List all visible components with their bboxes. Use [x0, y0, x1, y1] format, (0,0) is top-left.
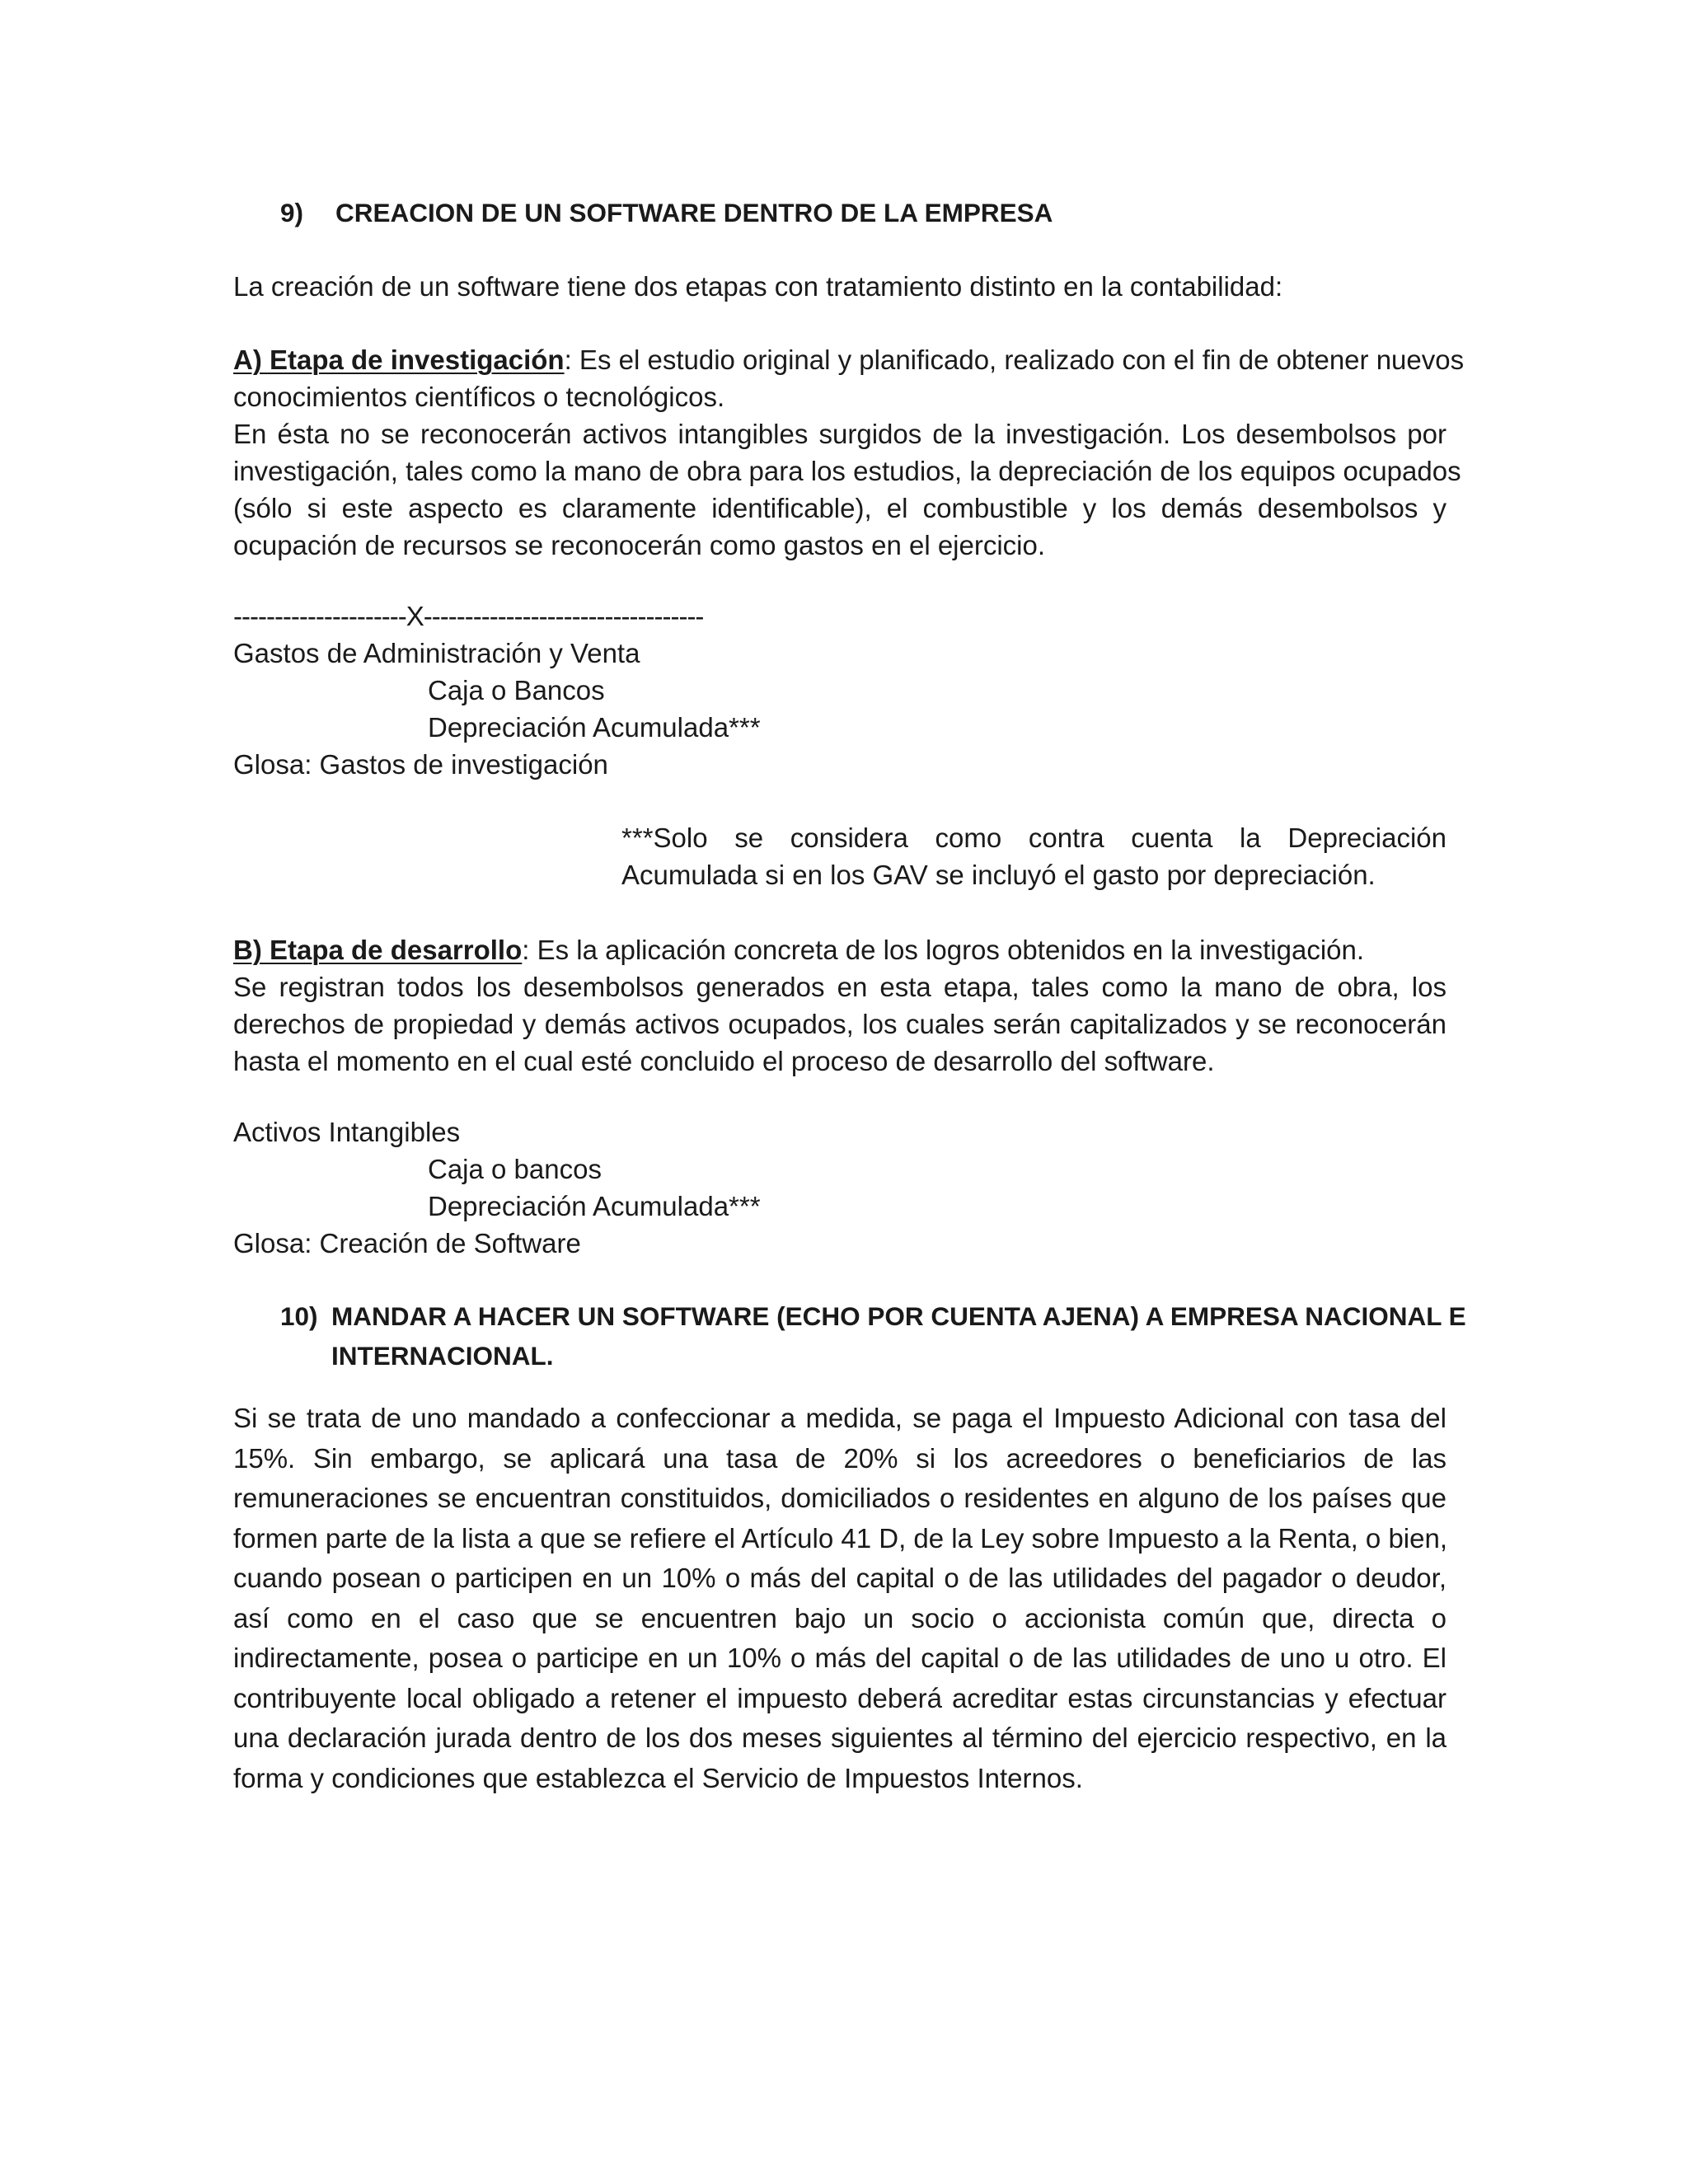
note-line-2: Acumulada si en los GAV se incluyó el gasto por depreciación. — [621, 860, 1376, 890]
entry-a-credit-account-1: Caja o Bancos — [428, 675, 605, 705]
section-10-title-line-1: MANDAR A HACER UN SOFTWARE (ECHO POR CUENTA AJENA) A EMPRESA NACIONAL E — [331, 1301, 1466, 1331]
stage-b-line-2: Se registran todos los desembolsos generados en esta etapa, tales como la mano de obra, los — [233, 972, 1447, 1002]
stage-b-paragraph — [233, 931, 1447, 1080]
section-10-title-line-2: INTERNACIONAL. — [331, 1341, 554, 1371]
stage-a-line-3: En ésta no se reconocerán activos intangibles surgidos de la investigación. Los desembolsos por — [233, 419, 1447, 449]
entry-b-credit-account-1: Caja o bancos — [428, 1154, 602, 1184]
s10-line-3: remuneraciones se encuentran constituidos, domiciliados o residentes en alguno de los países que — [233, 1483, 1447, 1513]
stage-b-label: B) Etapa de desarrollo — [233, 935, 523, 965]
entry-a-debit-account: Gastos de Administración y Venta — [233, 638, 640, 668]
stage-a-line-2: conocimientos científicos o tecnológicos. — [233, 382, 725, 412]
stage-a-line-1 — [233, 341, 1465, 378]
stage-a-line-4: investigación, tales como la mano de obra para los estudios, la depreciación de los equipos ocupados — [233, 456, 1461, 486]
entry-a-credit-account-2: Depreciación Acumulada*** — [428, 712, 761, 743]
stage-a-line-6: ocupación de recursos se reconocerán como gastos en el ejercicio. — [233, 530, 1046, 560]
s10-line-6: así como en el caso que se encuentren bajo un socio o accionista común que, directa o — [233, 1602, 1447, 1633]
entry-a-gloss: Glosa: Gastos de investigación — [233, 749, 608, 780]
s10-line-10: forma y condiciones que establezca el Servicio de Impuestos Internos. — [233, 1762, 1083, 1793]
section-9-title: CREACION DE UN SOFTWARE DENTRO DE LA EMPRESA — [335, 198, 1053, 227]
stage-a-paragraph — [233, 341, 1465, 564]
section-10-paragraph — [233, 1399, 1447, 1798]
note-line-1: ***Solo se considera como contra cuenta la Depreciación — [621, 823, 1447, 853]
s10-line-8: contribuyente local obligado a retener el impuesto deberá acreditar estas circunstancias y efectuar — [233, 1682, 1447, 1713]
entry-b-debit-account: Activos Intangibles — [233, 1117, 461, 1147]
entry-b-gloss: Glosa: Creación de Software — [233, 1228, 581, 1258]
stage-a-line-5: (sólo si este aspecto es claramente identificable), el combustible y los demás desembolsos y — [233, 493, 1447, 523]
s10-line-2: 15%. Sin embargo, se aplicará una tasa de 20% si los acreedores o beneficiarios de las — [233, 1442, 1447, 1474]
section-10-heading — [280, 1296, 1466, 1376]
s10-line-4: formen parte de la lista a que se refiere el Artículo 41 D, de la Ley sobre Impuesto a la Renta, o bien, — [233, 1522, 1448, 1554]
s10-line-1: Si se trata de uno mandado a confeccionar a medida, se paga el Impuesto Adicional con tasa del — [233, 1403, 1447, 1433]
stage-b-text-1: : Es la aplicación concreta de los logros obtenidos en la investigación. — [522, 935, 1365, 965]
entry-a-separator: ---------------------X---------------------------------- — [233, 601, 704, 631]
s10-line-5: cuando posean o participen en un 10% o más del capital o de las utilidades del pagador o deudor, — [233, 1563, 1447, 1593]
stage-a-text-1: : Es el estudio original y planificado, realizado con el fin de obtener nuevos — [564, 344, 1465, 375]
stage-b-line-4: hasta el momento en el cual esté concluido el proceso de desarrollo del software. — [233, 1046, 1215, 1076]
section-9-intro: La creación de un software tiene dos etapas con tratamiento distinto en la contabilidad: — [233, 271, 1283, 302]
section-10-number: 10) — [280, 1301, 318, 1331]
s10-line-7: indirectamente, posea o participe en un 10% o más del capital o de las utilidades de uno u otro. El — [233, 1643, 1447, 1673]
stage-b-line-3: derechos de propiedad y demás activos ocupados, los cuales serán capitalizados y se reconocerán — [233, 1009, 1447, 1039]
stage-b-line-1 — [233, 931, 1447, 968]
s10-line-9: una declaración jurada dentro de los dos meses siguientes al término del ejercicio respectivo, en la — [233, 1722, 1447, 1753]
stage-a-label: A) Etapa de investigación — [233, 344, 565, 375]
entry-b-credit-account-2: Depreciación Acumulada*** — [428, 1191, 761, 1221]
section-9-number: 9) — [280, 198, 304, 227]
depreciation-note — [621, 819, 1447, 893]
